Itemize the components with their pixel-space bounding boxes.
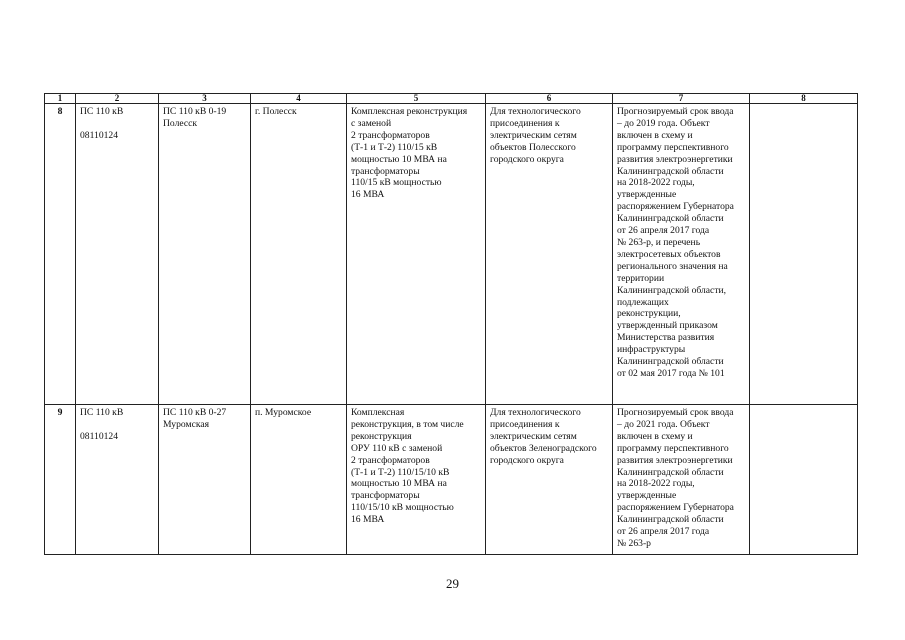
works-description-cell: Комплексная реконструкция с заменой 2 трансформаторов (Т-1 и Т-2) 110/15 кВ мощностью 10 МВА на трансформаторы 110/15 кВ мощностью 16 МВА — [347, 104, 486, 405]
column-header: 4 — [251, 94, 347, 104]
column-header: 5 — [347, 94, 486, 104]
notes-cell — [750, 104, 858, 405]
works-description-cell: Комплексная реконструкция, в том числе реконструкция ОРУ 110 кВ с заменой 2 трансформаторов (Т-1 и Т-2) 110/15/10 кВ мощностью 10 МВА на трансформаторы 110/15/10 кВ мощностью 16 МВА — [347, 405, 486, 555]
table-row — [45, 405, 858, 555]
substation-name-cell: ПС 110 кВ 0-19 Полесск — [159, 104, 251, 405]
column-header: 1 — [45, 94, 76, 104]
substation-code-cell: ПС 110 кВ 08110124 — [76, 405, 159, 555]
purpose-cell: Для технологического присоединения к электрическим сетям объектов Зеленоградского городского округа — [486, 405, 613, 555]
column-header: 8 — [750, 94, 858, 104]
schedule-basis-cell: Прогнозируемый срок ввода – до 2021 года. Объект включен в схему и программу перспективного развития электроэнергетики Калининградской области на 2018-2022 годы, утвержденные распоряжением Губернатора Калининградской области от 26 апреля 2017 года № 263-р — [613, 405, 750, 555]
column-header: 3 — [159, 94, 251, 104]
data-table — [44, 93, 858, 555]
schedule-basis-cell: Прогнозируемый срок ввода – до 2019 года. Объект включен в схему и программу перспективного развития электроэнергетики Калининградской области на 2018-2022 годы, утвержденные распоряжением Губернатора Калининградской области от 26 апреля 2017 года № 263-р, и перечень электросетевых объектов регионального значения на территории Калининградской области, подлежащих реконструкции, утвержденный приказом Министерства развития инфраструктуры Калининградской области от 02 мая 2017 года № 101 — [613, 104, 750, 405]
purpose-cell: Для технологического присоединения к электрическим сетям объектов Полесского городского округа — [486, 104, 613, 405]
location-cell: г. Полесск — [251, 104, 347, 405]
header-row — [45, 94, 858, 104]
page-number: 29 — [446, 576, 459, 591]
location-cell: п. Муромское — [251, 405, 347, 555]
row-number: 8 — [45, 104, 76, 405]
table-row — [45, 104, 858, 405]
row-number: 9 — [45, 405, 76, 555]
substation-name-cell: ПС 110 кВ 0-27 Муромская — [159, 405, 251, 555]
column-header: 2 — [76, 94, 159, 104]
column-header: 7 — [613, 94, 750, 104]
notes-cell — [750, 405, 858, 555]
substation-code-cell: ПС 110 кВ 08110124 — [76, 104, 159, 405]
column-header: 6 — [486, 94, 613, 104]
